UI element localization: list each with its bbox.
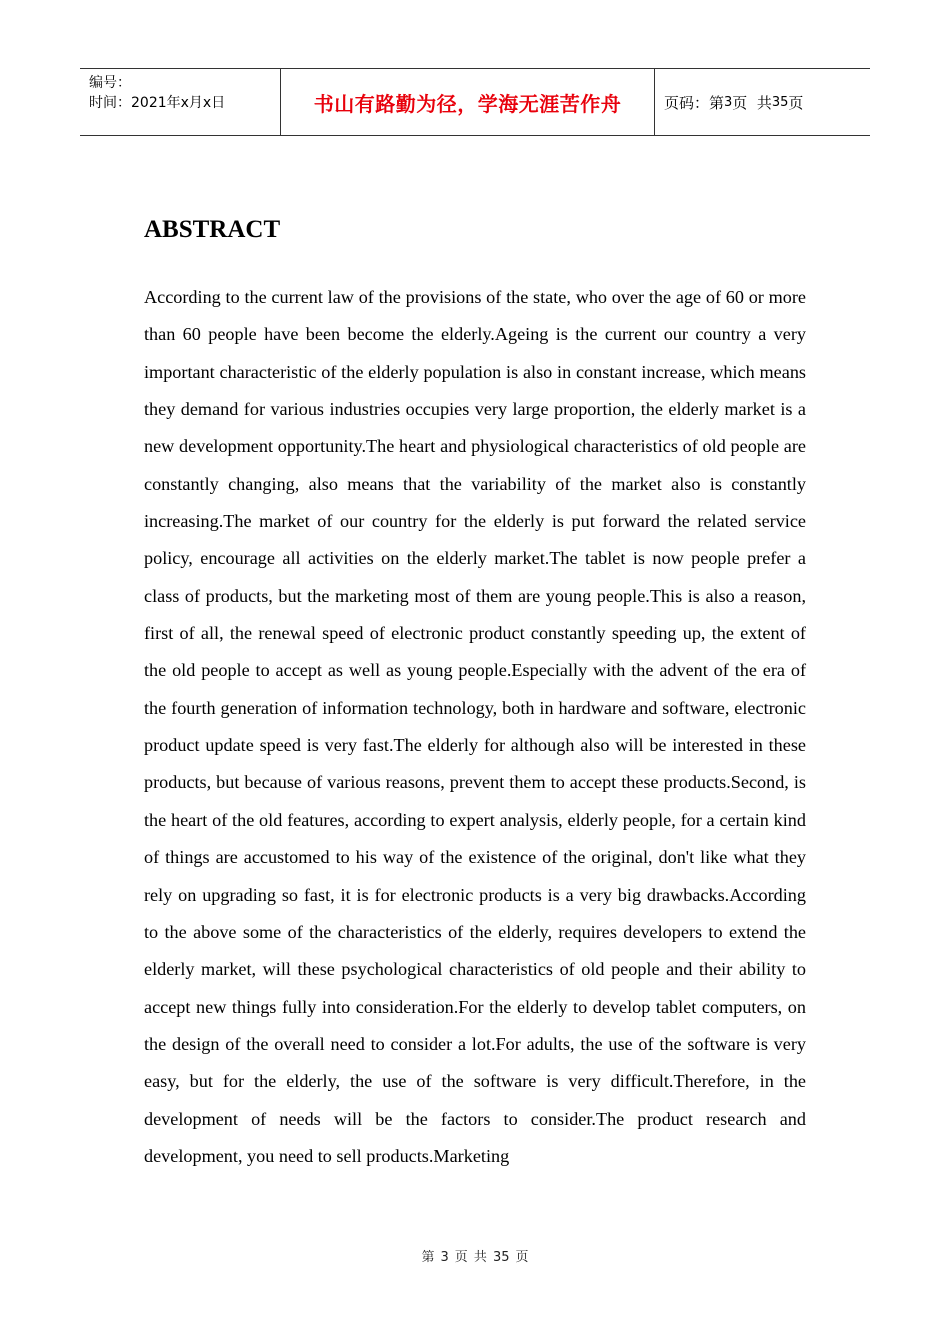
page-suffix: 页: [788, 93, 804, 112]
footer-mid: 页 共: [454, 1250, 487, 1265]
page-current: 3: [724, 94, 733, 110]
page-total: 35: [771, 94, 789, 110]
header-motto: 书山有路勤为径，学海无涯苦作舟: [281, 69, 655, 135]
abstract-body: According to the current law of the provisions of the state, who over the age of 60 or more than 60 people have been become the elderly.Ageing is the current our country a very important characteristic of the elderly population is also in constant increase, which means they demand for various industries occupies very large proportion, the elderly market is a new development opportunity.The heart and physiological characteristics of old people are constantly changing, also means that the variability of the market also is constantly increasing.The market of our country for the elderly is put forward the related service policy, encourage all activities on the elderly market.The tablet is now people prefer a class of products, but the marketing most of them are young people.This is also a reason, first of all, the renewal speed of electronic product constantly speeding up, the extent of the old people to accept as well as young people.Especially with the advent of the era of the fourth generation of information technology, both in hardware and software, electronic product update speed is very fast.The elderly for although also will be interested in these products, but because of various reasons, prevent them to accept these products.Second, is the heart of the old features, according to expert analysis, elderly people, for a certain kind of things are accustomed to his way of the existence of the original, don't like what they rely on upgrading so fast, it is for electronic products is a very big drawbacks.According to the above some of the characteristics of the elderly, requires developers to extend the elderly market, will these psychological characteristics of old people and their ability to accept new things fully into consideration.For the elderly to develop tablet computers, on the design of the overall need to consider a lot.For adults, the use of the software is very easy, but for the elderly, the use of the software is very difficult.Therefore, in the development of needs will be the factors to consider.The product research and development, you need to sell products.Marketing: [144, 287, 806, 1166]
header-meta: [80, 69, 281, 135]
header-page-indicator: [655, 69, 870, 135]
footer-current: 3: [440, 1250, 449, 1265]
page-footer: [0, 1246, 950, 1265]
document-date-label: 时间：2021年x月x日: [89, 95, 226, 111]
document-number-label: 编号：: [89, 75, 131, 91]
page-prefix: 页码：第: [664, 93, 725, 112]
footer-suffix: 页: [515, 1250, 529, 1265]
footer-prefix: 第: [421, 1250, 435, 1265]
footer-total: 35: [492, 1250, 510, 1265]
page-mid: 页 共: [732, 93, 772, 112]
page-title: ABSTRACT: [144, 216, 281, 243]
page-header: [80, 68, 870, 136]
